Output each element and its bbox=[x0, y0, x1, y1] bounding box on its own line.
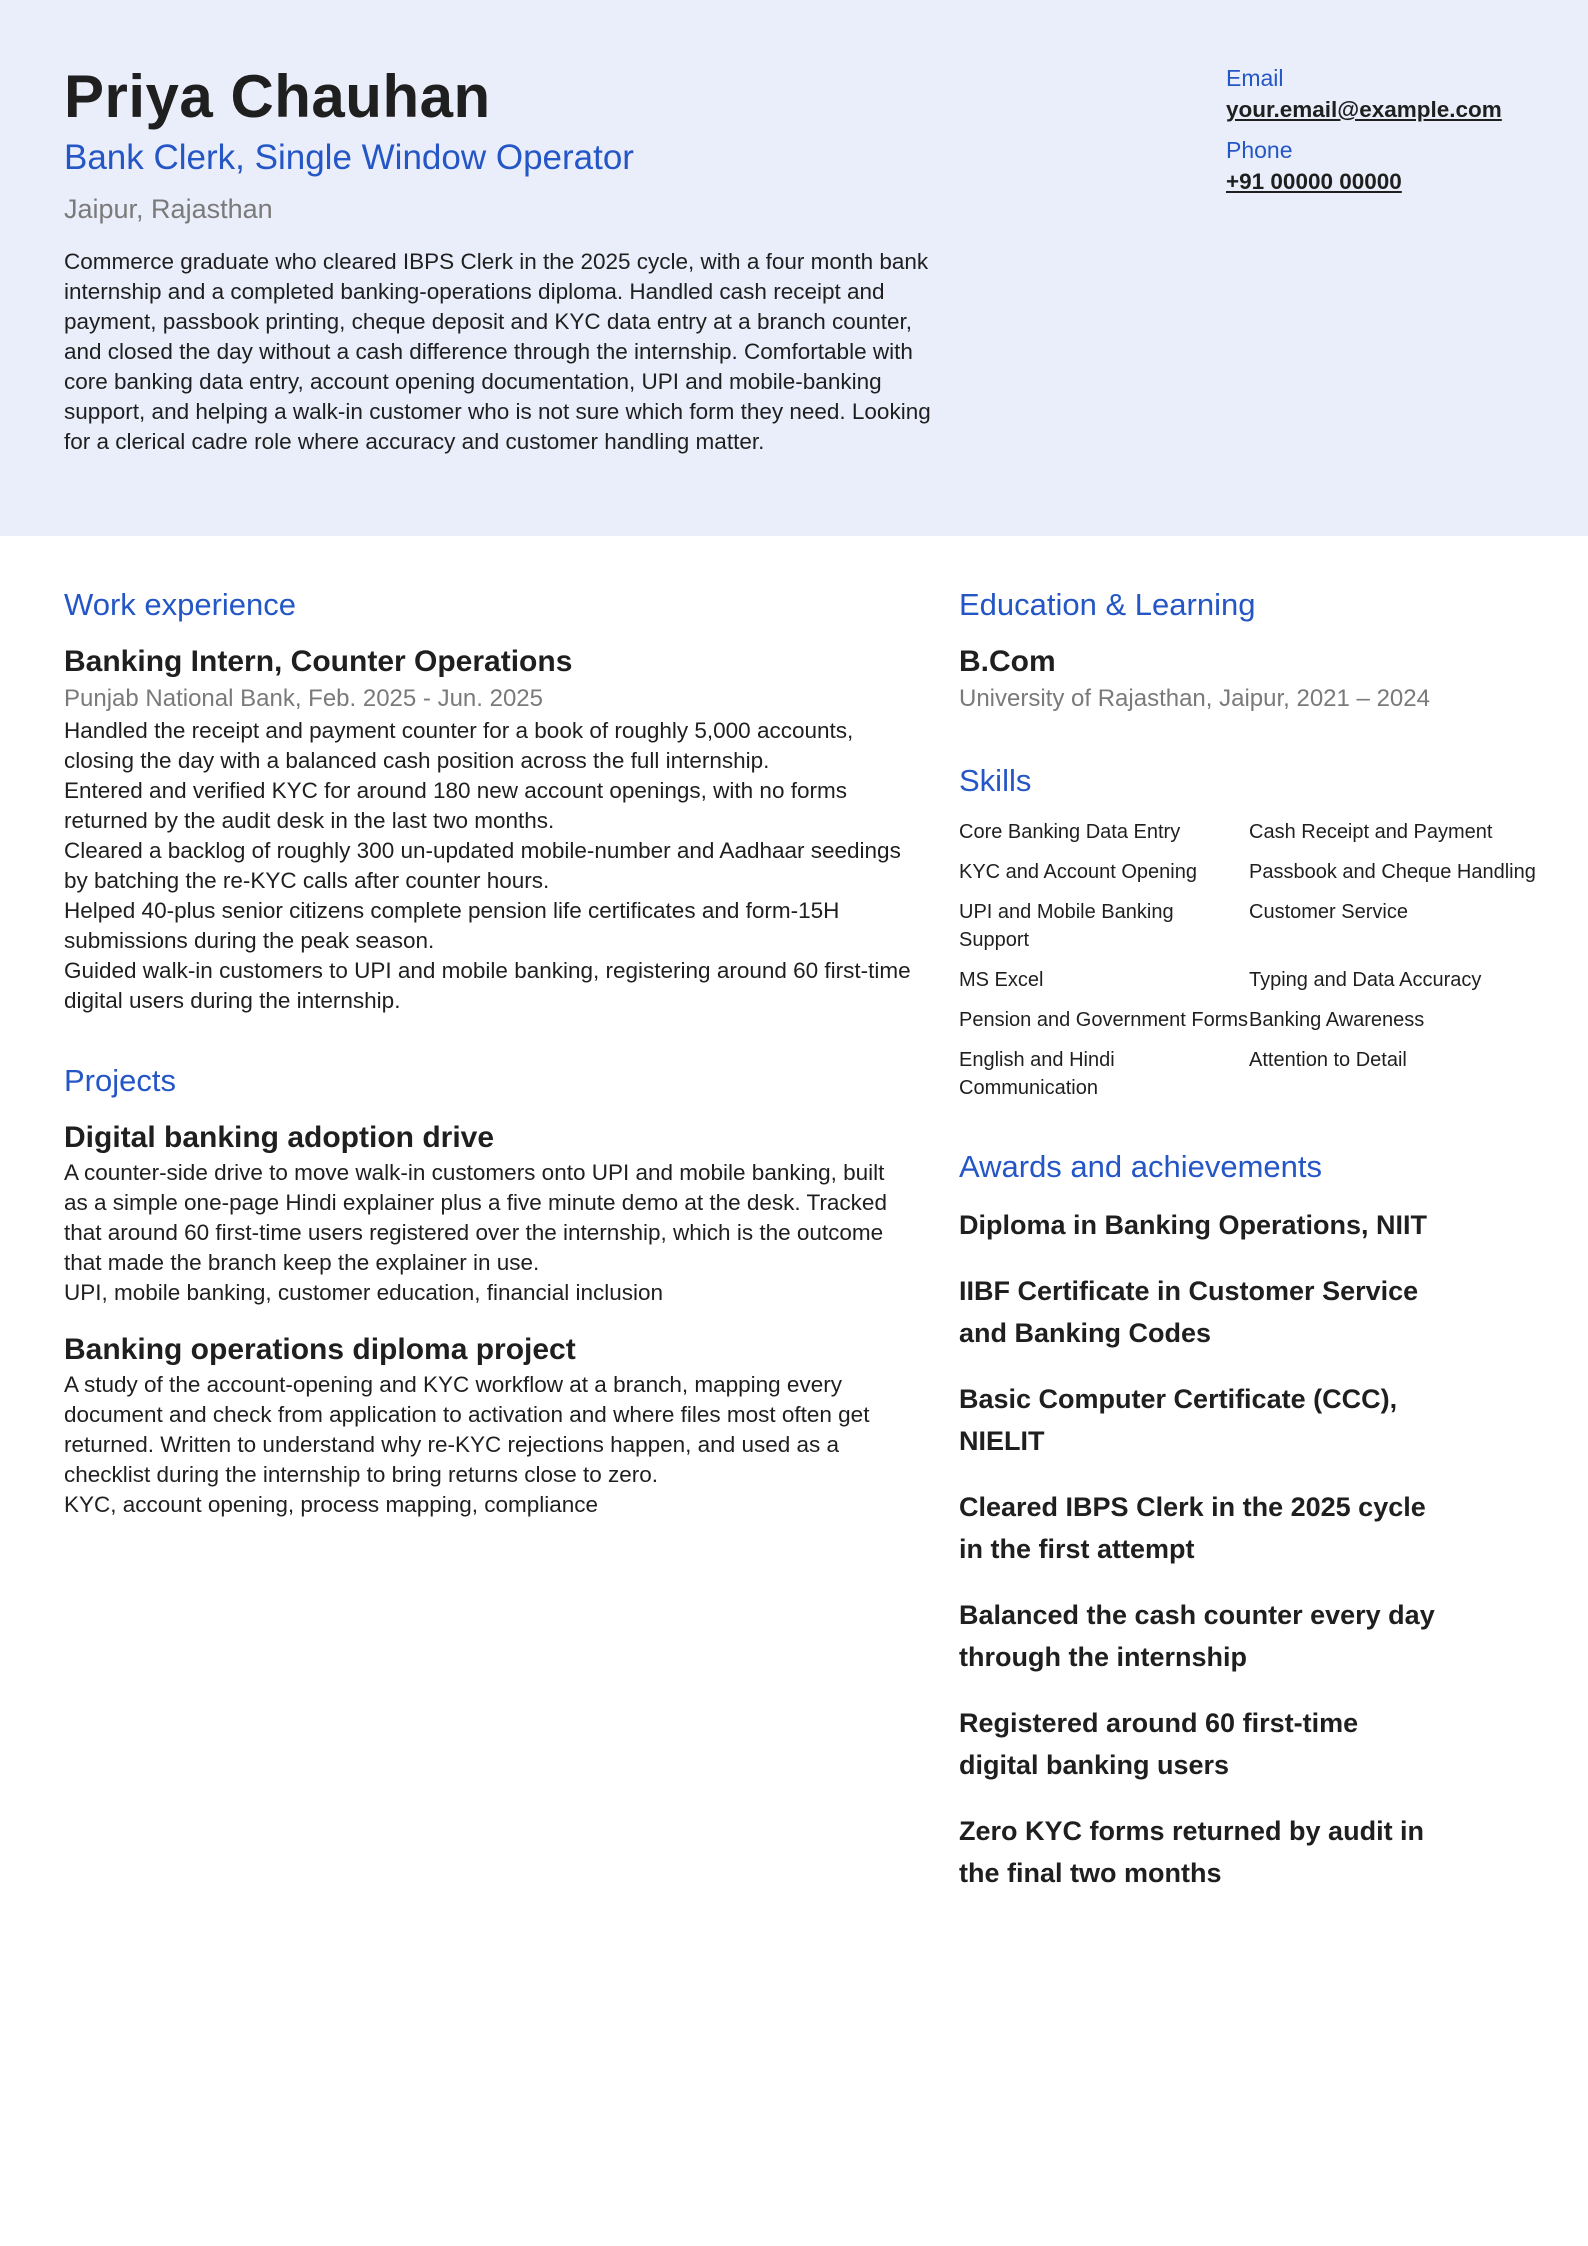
candidate-name: Priya Chauhan bbox=[64, 63, 491, 130]
award-item: Zero KYC forms returned by audit in the final two months bbox=[959, 1816, 1425, 1888]
job-bullet: Handled the receipt and payment counter for a book of roughly 5,000 accounts, closing the day with a balanced cash position across the full internship. bbox=[64, 718, 854, 773]
skill-item: MS Excel bbox=[959, 969, 1044, 991]
contact-block bbox=[1226, 62, 1566, 206]
job-bullet: Cleared a backlog of roughly 300 un-updated mobile-number and Aadhaar seedings by batching the re-KYC calls after counter hours. bbox=[64, 838, 901, 893]
skill-item: Passbook and Cheque Handling bbox=[1249, 861, 1536, 883]
job-bullet: Guided walk-in customers to UPI and mobile banking, registering around 60 first-time digital users during the internship. bbox=[64, 958, 911, 1013]
award-item: Registered around 60 first-time digital banking users bbox=[959, 1708, 1359, 1780]
skill-item: Customer Service bbox=[1249, 901, 1408, 923]
award-item: Cleared IBPS Clerk in the 2025 cycle in the first attempt bbox=[959, 1492, 1426, 1564]
skill-item: Cash Receipt and Payment bbox=[1249, 821, 1493, 843]
email-label: Email bbox=[1226, 65, 1284, 91]
job-title: Banking Intern, Counter Operations bbox=[64, 645, 573, 678]
skills-grid bbox=[959, 818, 1559, 1102]
skill-item: Core Banking Data Entry bbox=[959, 821, 1181, 843]
phone-link[interactable]: +91 00000 00000 bbox=[1226, 169, 1402, 194]
project-description: A study of the account-opening and KYC workflow at a branch, mapping every document and check from application to activation and where files most often get returned. Written to understand why re-KYC rejections happen, and used as a checklist during the internship to bring returns close to zero. bbox=[64, 1372, 870, 1487]
project-title: Digital banking adoption drive bbox=[64, 1121, 495, 1154]
project-tags: UPI, mobile banking, customer education, financial inclusion bbox=[64, 1280, 664, 1305]
skill-item: UPI and Mobile Banking Support bbox=[959, 901, 1174, 951]
work-heading: Work experience bbox=[64, 587, 297, 622]
award-item: Basic Computer Certificate (CCC), NIELIT bbox=[959, 1384, 1398, 1456]
degree-meta: University of Rajasthan, Jaipur, 2021 – 2024 bbox=[959, 685, 1430, 712]
job-meta: Punjab National Bank, Feb. 2025 - Jun. 2025 bbox=[64, 685, 543, 712]
project-description: A counter-side drive to move walk-in customers onto UPI and mobile banking, built as a simple one-page Hindi explainer plus a five minute demo at the desk. Tracked that around 60 first-time users registered over the internship, which is the outcome that made the branch keep the explainer in use. bbox=[64, 1160, 887, 1275]
right-column bbox=[959, 580, 1559, 1918]
projects-heading: Projects bbox=[64, 1063, 176, 1098]
job-bullet: Entered and verified KYC for around 180 new account openings, with no forms returned by the audit desk in the last two months. bbox=[64, 778, 847, 833]
skills-heading: Skills bbox=[959, 763, 1032, 798]
project-tags: KYC, account opening, process mapping, compliance bbox=[64, 1492, 599, 1517]
award-item: Balanced the cash counter every day through the internship bbox=[959, 1600, 1435, 1672]
left-column bbox=[64, 580, 914, 1520]
profile-summary: Commerce graduate who cleared IBPS Clerk in the 2025 cycle, with a four month bank internship and a completed banking-operations diploma. Handled cash receipt and payment, passbook printing, cheque deposit and KYC data entry at a branch counter, and closed the day without a cash difference through the internship. Comfortable with core banking data entry, account opening documentation, UPI and mobile-banking support, and helping a walk-in customer who is not sure which form they need. Looking for a clerical cadre role where accuracy and customer handling matter. bbox=[64, 249, 931, 454]
skill-item: KYC and Account Opening bbox=[959, 861, 1197, 883]
project-title: Banking operations diploma project bbox=[64, 1333, 576, 1366]
skill-item: Banking Awareness bbox=[1249, 1009, 1425, 1031]
skill-item: English and Hindi Communication bbox=[959, 1049, 1115, 1099]
awards-heading: Awards and achievements bbox=[959, 1149, 1323, 1184]
degree-title: B.Com bbox=[959, 645, 1056, 678]
candidate-location: Jaipur, Rajasthan bbox=[64, 194, 273, 224]
candidate-role: Bank Clerk, Single Window Operator bbox=[64, 138, 634, 177]
skill-item: Typing and Data Accuracy bbox=[1249, 969, 1482, 991]
header-panel bbox=[0, 0, 1588, 536]
education-heading: Education & Learning bbox=[959, 587, 1256, 622]
skill-item: Attention to Detail bbox=[1249, 1049, 1407, 1071]
skill-item: Pension and Government Forms bbox=[959, 1009, 1249, 1031]
award-item: IIBF Certificate in Customer Service and Banking Codes bbox=[959, 1276, 1419, 1348]
email-link[interactable]: your.email@example.com bbox=[1226, 97, 1502, 122]
award-item: Diploma in Banking Operations, NIIT bbox=[959, 1210, 1428, 1240]
job-bullet: Helped 40-plus senior citizens complete pension life certificates and form-15H submissions during the peak season. bbox=[64, 898, 840, 953]
phone-label: Phone bbox=[1226, 137, 1293, 163]
